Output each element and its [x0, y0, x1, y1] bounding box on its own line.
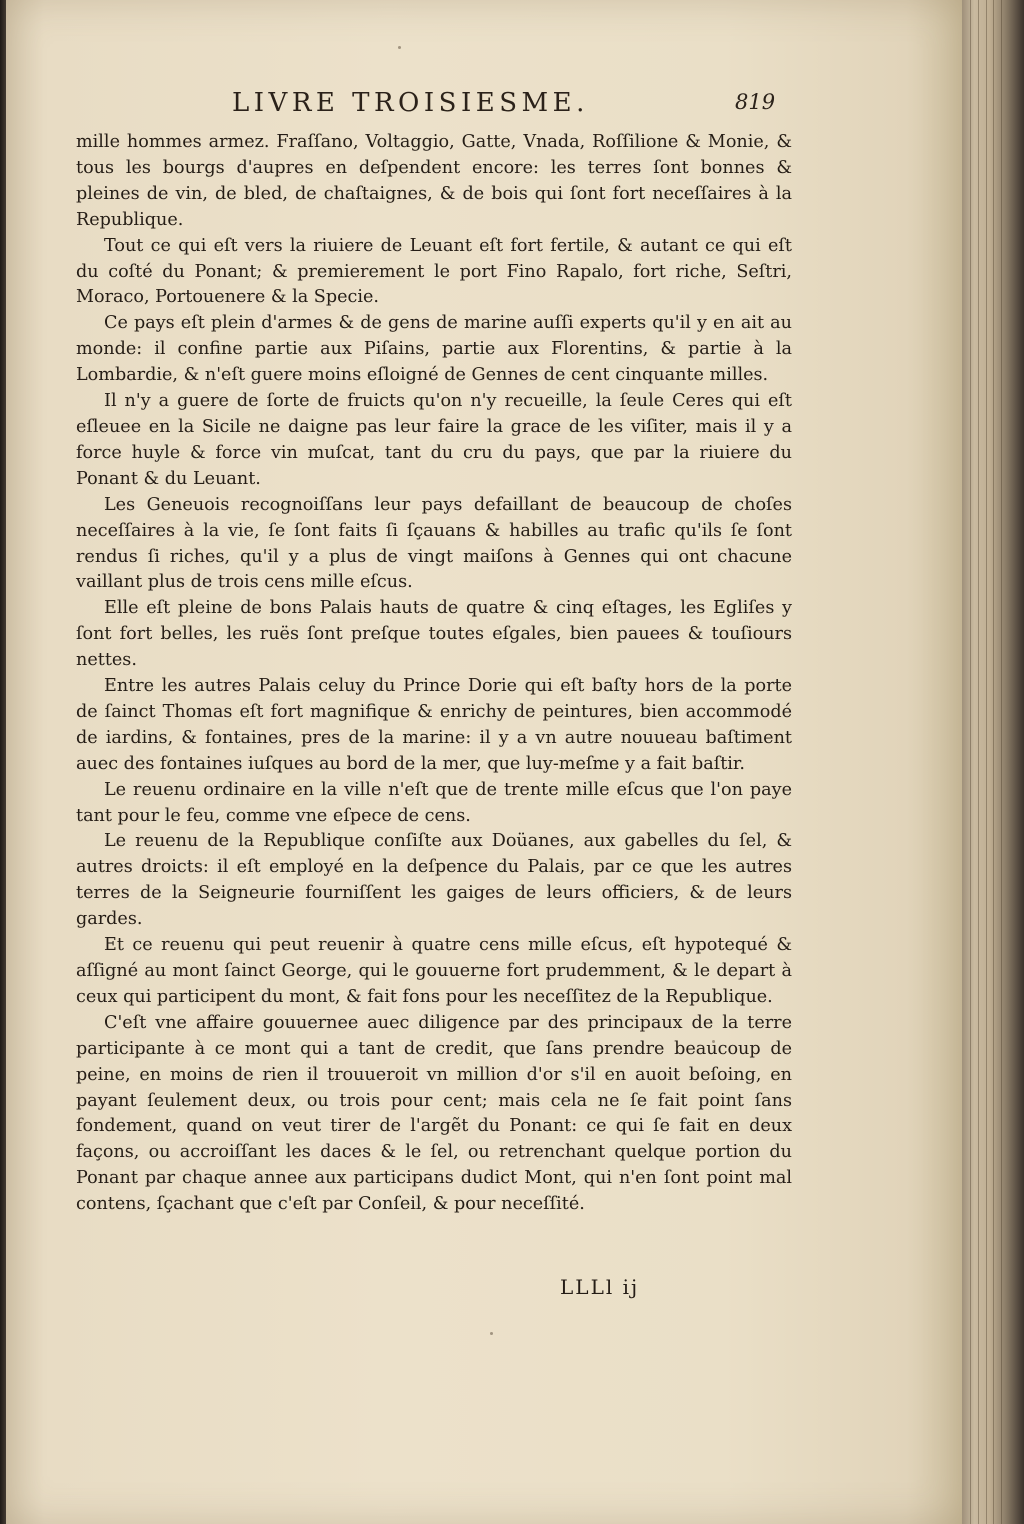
page-number: 819: [735, 90, 776, 114]
paragraph: Tout ce qui eſt vers la riuiere de Leuant eſt fort fertile, & autant ce qui eſt du coſté du Ponant; & premierement le port Fino Rapalo, fort riche, Seſtri, Moraco, Portouenere & la Specie.: [76, 235, 792, 308]
paragraph: C'eſt vne affaire gouuernee auec diligence par des principaux de la terre participante à ce mont qui a tant de credit, que ſans prendre beaucoup de peine, en moins de rien il trouueroit vn million d'or s'il en auoit beſoing, en payant ſeulement deux, ou trois pour cent; mais cela ne ſe fait point ſans fondement, quand on veut tirer de l'argẽt du Ponant: ce qui ſe fait en deux façons, ou accroiſſant les daces & le ſel, ou retrenchant quelque portion du Ponant par chaque annee aux participans dudict Mont, qui n'en ſont point mal contens, ſçachant que c'eſt par Conſeil, & pour neceſſité.: [76, 1012, 792, 1215]
paragraph: Elle eſt pleine de bons Palais hauts de quatre & cinq eſtages, les Egliſes y ſont fort belles, les ruës ſont preſque toutes eſgales, bien pauees & touſiours nettes.: [76, 598, 792, 671]
paragraph: Le reuenu de la Republique conſiſte aux Doüanes, aux gabelles du ſel, & autres droicts: il eſt employé en la deſpence du Palais, par ce que les autres terres de la Seigneurie fourniſſent les gaiges de leurs officiers, & de leurs gardes.: [76, 831, 792, 930]
signature-mark: LLLl ij: [560, 1275, 640, 1299]
paragraph: Le reuenu ordinaire en la ville n'eſt que de trente mille eſcus que l'on paye tant pour le feu, comme vne eſpece de cens.: [76, 779, 792, 826]
paragraph: Il n'y a guere de ſorte de fruicts qu'on n'y recueille, la ſeule Ceres qui eſt eſleuee en la Sicile ne daigne pas leur faire la grace de les viſiter, mais il y a force huyle & force vin muſcat, tant du cru du pays, que par la riuiere du Ponant & du Leuant.: [76, 391, 792, 489]
page-stack-edge: [962, 0, 1024, 1524]
paragraph: Et ce reuenu qui peut reuenir à quatre cens mille eſcus, eſt hypotequé & aſſigné au mont ſainct George, qui le gouuerne fort prudemment, & le depart à ceux qui participent du mont, & fait fons pour les neceſſitez de la Republique.: [76, 935, 792, 1007]
paper-speck: [398, 46, 401, 49]
body-text: [76, 130, 792, 1218]
running-title: LIVRE TROISIESME.: [232, 88, 589, 118]
paragraph: mille hommes armez. Fraſſano, Voltaggio, Gatte, Vnada, Roſſilione & Monie, & tous les bourgs d'aupres en deſpendent encore: les terres ſont bonnes & pleines de vin, de bled, de chaſtaignes, & de bois qui ſont fort neceſſaires à la Republique.: [76, 132, 792, 230]
paragraph: Ce pays eſt plein d'armes & de gens de marine auſſi experts qu'il y en ait au monde: il confine partie aux Piſains, partie aux Florentins, & partie à la Lombardie, & n'eſt guere moins eſloigné de Gennes de cent cinquante milles.: [76, 313, 792, 386]
paper-speck: [490, 1332, 493, 1335]
page-header: [0, 88, 1024, 124]
paragraph: Entre les autres Palais celuy du Prince Dorie qui eſt baſty hors de la porte de ſainct Thomas eſt fort magnifique & enrichy de peintures, bien accommodé de iardins, & fontaines, pres de la marine: il y a vn autre nouueau baſtiment auec des fontaines iuſques au bord de la mer, que luy-meſme y a fait baſtir.: [76, 676, 792, 774]
paragraph: Les Geneuois recognoiſſans leur pays defaillant de beaucoup de choſes neceſſaires à la vie, ſe ſont faits ſi ſçauans & habilles au trafic qu'ils ſe ſont rendus ſi riches, qu'il y a plus de vingt maiſons à Gennes qui ont chacune vaillant plus de trois cens mille eſcus.: [76, 494, 792, 593]
